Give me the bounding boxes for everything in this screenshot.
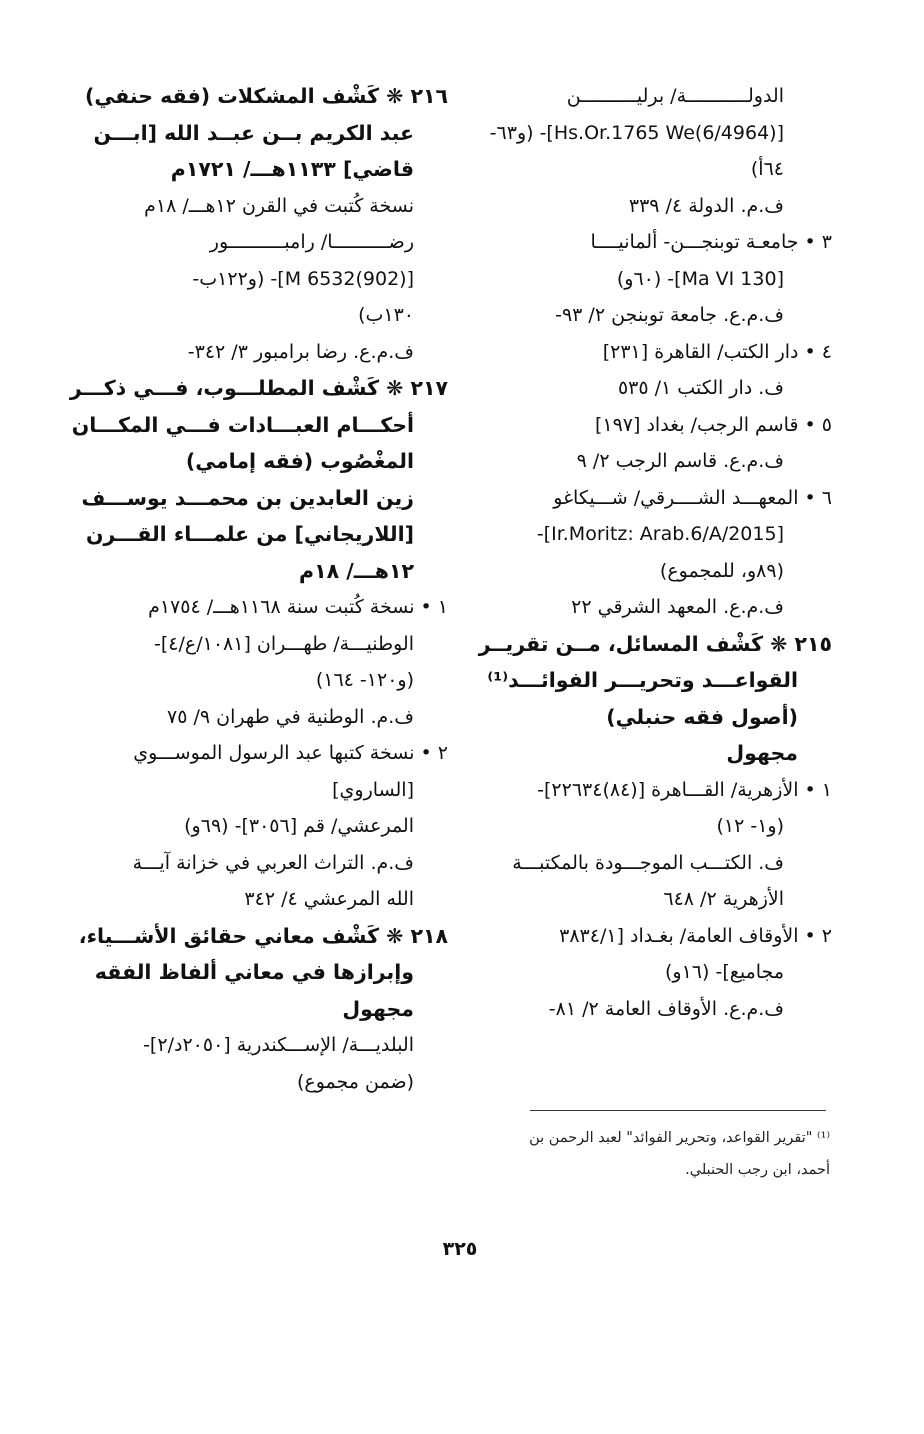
manuscript-item: ٥ • قاسم الرجب/ بغداد [١٩٧] [594, 413, 832, 436]
copyist-name: [الساروي] [332, 778, 414, 801]
catalog-reference: ف.م. التراث العربي في خزانة آيـــة [132, 851, 414, 874]
manuscript-item: ١ • نسخة كُتبت سنة ١١٦٨هـــ/ ١٧٥٤م [148, 596, 448, 618]
catalog-reference: ف.م. الدولة ٤/ ٣٣٩ [628, 194, 784, 217]
folio-line: ١٣٠ب) [358, 304, 414, 326]
shelfmark-line: [Ir.Moritz: Arab.6/A/2015]- [536, 523, 784, 545]
manuscript-item: ٢ • الأوقاف العامة/ بغـداد [٣٨٣٤/١ [559, 924, 832, 947]
author-name: مجهول [726, 741, 798, 765]
footnote-line: أحمد، ابن رجب الحنبلي. [685, 1162, 830, 1178]
folio-line: (و١- ١٢) [716, 815, 784, 837]
collection-note: (ضمن مجموع) [296, 1070, 414, 1093]
footnote-line: ⁽¹⁾ "تقرير القواعد، وتحرير الفوائد" لعبد الرحمن بن [529, 1130, 830, 1146]
manuscript-item: ٦ • المعهـــد الشــــرقي/ شـــيكاغو [553, 486, 832, 509]
catalog-reference: ف.م.ع. قاسم الرجب ٢/ ٩ [576, 450, 784, 472]
catalog-reference: ف.م.ع. رضا برامبور ٣/ ٣٤٢- [187, 340, 414, 363]
catalog-reference: ف.م.ع. جامعة توبنجن ٢/ ٩٣- [555, 304, 784, 326]
entry-title: ٢١٥ ❋ كَشْف المسائل، مــن تقريــر [478, 631, 832, 656]
author-name-continued: [اللاريجاني] من علمـــاء القـــرن [85, 522, 414, 546]
shelfmark-line: [Hs.Or.1765 We(6/4964)]- (و٦٣- [489, 121, 784, 144]
folio-line: ٦٤أ) [750, 158, 784, 180]
catalog-reference: ف. دار الكتب ١/ ٥٣٥ [617, 377, 784, 399]
author-name: مجهول [342, 996, 414, 1021]
author-name-continued: قاضي] ١١٣٣هـــ/ ١٧٢١م [170, 157, 414, 181]
folio-line: مجاميع]- (١٦و) [665, 961, 784, 983]
subject-tag: المغْصُوب (فقه إمامي) [185, 449, 414, 473]
catalog-reference: ف.م.ع. المعهد الشرقي ٢٢ [571, 596, 784, 618]
entry-title: ٢١٨ ❋ كَشْف معاني حقائق الأشـــياء، [78, 923, 448, 948]
shelfmark-line: [Ma VI 130]- (٦٠و) [616, 267, 784, 290]
footnote [500, 1122, 830, 1186]
catalog-reference: ف.م. الوطنية في طهران ٩/ ٧٥ [167, 705, 414, 728]
library-line: الوطنيـــة/ طهـــران [١٠٨١/ع/٤]- [153, 632, 414, 655]
entry-title: ٢١٧ ❋ كَشْف المطلـــوب، فـــي ذكـــر [69, 376, 448, 400]
manuscript-item: ١ • الأزهرية/ القـــاهرة [(٨٤)٢٢٦٣٤]- [537, 778, 832, 801]
catalog-reference: ف. الكتـــب الموجـــودة بالمكتبـــة [512, 851, 784, 874]
entry-title-continued: وإبرازها في معاني ألفاظ الفقه [94, 960, 414, 984]
catalog-reference-continued: الله المرعشي ٤/ ٣٤٢ [244, 888, 414, 910]
footnote-divider [530, 1110, 826, 1111]
folio-line: (و١٢٠- ١٦٤) [315, 669, 414, 691]
entry-title: ٢١٦ ❋ كَشْف المشكلات (فقه حنفي) [84, 84, 448, 108]
author-name: زين العابدين بن محمـــد يوســـف [81, 485, 414, 510]
manuscript-item: ٢ • نسخة كتبها عبد الرسول الموســـوي [133, 742, 448, 764]
catalog-reference: ف.م.ع. الأوقاف العامة ٢/ ٨١- [548, 997, 784, 1020]
subject-tag: (أصول فقه حنبلي) [606, 704, 798, 729]
entry-title-continued: أحكـــام العبـــادات فـــي المكـــان [71, 412, 414, 437]
entry-title-continued: القواعـــد وتحريـــر الفوائـــد⁽¹⁾ [487, 668, 798, 692]
manuscript-item: ٣ • جامعـة توبنجـــن- ألمانيــــا [590, 231, 832, 253]
left-column [69, 78, 448, 1100]
copy-date: نسخة كُتبت في القرن ١٢هـــ/ ١٨م [144, 194, 414, 217]
folio-line: (٨٩و، للمجموع) [659, 559, 784, 582]
library-line: البلديـــة/ الإســـكندرية [٢٠٥٠د/٢]- [143, 1034, 414, 1056]
manuscript-item: ٤ • دار الكتب/ القاهرة [٢٣١] [602, 340, 832, 363]
library-line: رضــــــــــا/ رامبــــــــــور [209, 231, 414, 253]
library-line: الدولـــــــــــة/ برليــــــــــن [566, 85, 784, 107]
right-column [478, 78, 832, 1027]
shelfmark-line: [M 6532(902)]- (و١٢٢ب- [192, 267, 414, 290]
catalog-reference-continued: الأزهرية ٢/ ٦٤٨ [663, 888, 784, 910]
library-line: المرعشي/ قم [٣٠٥٦]- (٦٩و) [184, 815, 414, 837]
author-name: عبد الكريم بــن عبــد الله [ابـــن [93, 120, 414, 145]
page-number: ٣٢٥ [442, 1238, 478, 1260]
author-date: ١٢هـــ/ ١٨م [299, 558, 414, 583]
